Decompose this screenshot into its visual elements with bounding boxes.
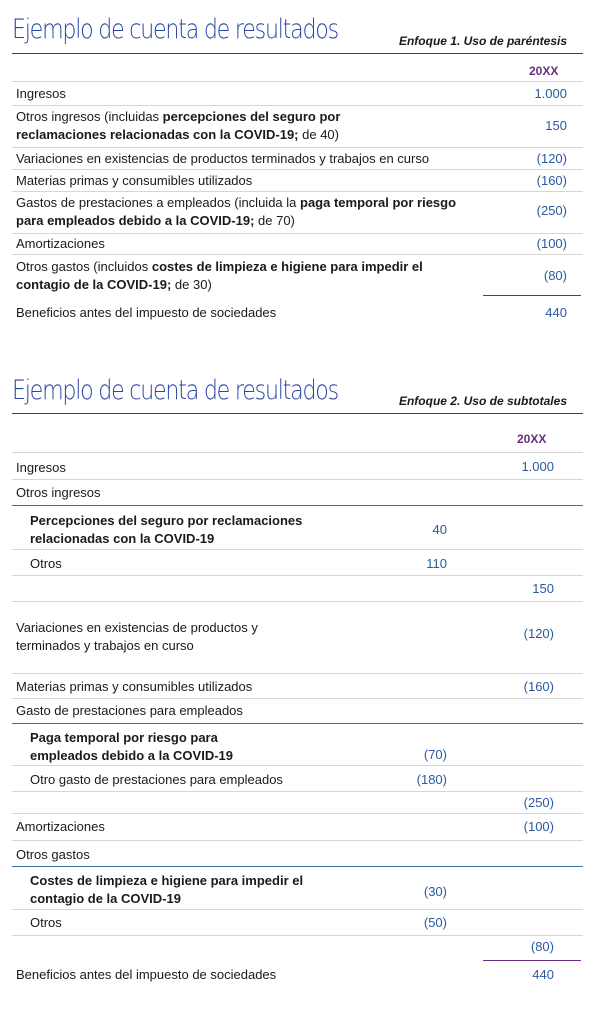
group-rule (12, 723, 583, 724)
s2-otros-gastos-label: Otros gastos (16, 847, 90, 862)
s2-materias-value: (160) (523, 679, 554, 694)
divider (12, 935, 583, 936)
s1-row-otros-gastos-value: (80) (543, 268, 567, 283)
total-rule (483, 960, 581, 961)
s1-row-amortizaciones-label: Amortizaciones (16, 236, 105, 251)
s2-otros-ingresos-total: 150 (532, 581, 554, 596)
divider (12, 452, 583, 453)
divider (12, 601, 583, 602)
s2-percepciones-value: 40 (432, 522, 447, 537)
section2-top-rule (12, 413, 583, 414)
divider (12, 765, 583, 766)
section2-title: Ejemplo de cuenta de resultados (12, 375, 338, 406)
divider (12, 191, 583, 192)
s1-row-variaciones-value: (120) (536, 151, 567, 166)
divider (12, 233, 583, 234)
s1-row-otros-gastos-label: Otros gastos (incluidos costes de limpieza e higiene para impedir el contagio de la COVID-19; de 30) (16, 259, 423, 292)
s2-otros-gastos-otros-value: (50) (423, 915, 447, 930)
s2-variaciones-value: (120) (523, 626, 554, 641)
section2-year-header: 20XX (517, 432, 547, 446)
divider (12, 840, 583, 841)
s2-otros-gastos-otros-label: Otros (30, 915, 62, 930)
s1-row-materias-value: (160) (536, 173, 567, 188)
divider (12, 169, 583, 170)
section2-approach: Enfoque 2. Uso de subtotales (398, 394, 567, 408)
s2-variaciones-label: Variaciones en existencias de productos y terminados y trabajos en curso (16, 620, 258, 653)
s2-percepciones-label: Percepciones del seguro por reclamaciones relacionadas con la COVID-19 (30, 513, 303, 546)
s1-row-amortizaciones-value: (100) (536, 236, 567, 251)
s2-paga-temporal-value: (70) (423, 747, 447, 762)
group-rule (12, 866, 583, 867)
section1-approach: Enfoque 1. Uso de paréntesis (398, 34, 567, 48)
divider (12, 813, 583, 814)
s1-row-gastos-prestaciones-value: (250) (536, 203, 567, 218)
s1-row-otros-ingresos-value: 150 (545, 118, 567, 133)
section1-title: Ejemplo de cuenta de resultados (12, 14, 338, 45)
s2-materias-label: Materias primas y consumibles utilizados (16, 679, 253, 694)
s2-costes-limpieza-value: (30) (423, 884, 447, 899)
divider (12, 147, 583, 148)
s1-row-materias-label: Materias primas y consumibles utilizados (16, 173, 253, 188)
s1-row-beneficios-value: 440 (545, 305, 567, 320)
s2-amortizaciones-label: Amortizaciones (16, 819, 105, 834)
divider (12, 549, 583, 550)
divider (12, 479, 583, 480)
s2-ingresos-value: 1.000 (521, 459, 554, 474)
s2-beneficios-value: 440 (532, 967, 554, 982)
s2-amortizaciones-value: (100) (523, 819, 554, 834)
s1-row-gastos-prestaciones-label: Gastos de prestaciones a empleados (incluida la paga temporal por riesgo para empleados debido a la COVID-19; de 70) (16, 195, 457, 228)
s2-gasto-prestaciones-label: Gasto de prestaciones para empleados (16, 703, 243, 718)
s2-ingresos-label: Ingresos (16, 460, 66, 475)
divider (12, 254, 583, 255)
divider (12, 575, 583, 576)
s2-otros-gastos-total: (80) (530, 939, 554, 954)
s1-row-beneficios-label: Beneficios antes del impuesto de sociedades (16, 305, 277, 320)
divider (12, 105, 583, 106)
divider (12, 909, 583, 910)
section1-top-rule (12, 53, 583, 54)
s2-otro-gasto-value: (180) (416, 772, 447, 787)
section1-year-header: 20XX (529, 64, 559, 78)
total-rule (483, 295, 581, 296)
divider (12, 791, 583, 792)
s2-beneficios-label: Beneficios antes del impuesto de sociedades (16, 967, 277, 982)
s1-row-variaciones-label: Variaciones en existencias de productos terminados y trabajos en curso (16, 151, 430, 166)
s2-otros-ingresos-otros-value: 110 (426, 556, 447, 571)
s2-otros-ingresos-otros-label: Otros (30, 556, 62, 571)
divider (12, 81, 583, 82)
s2-otro-gasto-label: Otro gasto de prestaciones para empleados (30, 772, 283, 787)
s2-otros-ingresos-label: Otros ingresos (16, 485, 101, 500)
s1-row-otros-ingresos-label: Otros ingresos (incluidas percepciones del seguro por reclamaciones relacionadas con la COVID-19; de 40) (16, 109, 341, 142)
s2-gasto-prestaciones-total: (250) (523, 795, 554, 810)
divider (12, 673, 583, 674)
s2-paga-temporal-label: Paga temporal por riesgo para empleados debido a la COVID-19 (30, 730, 233, 763)
s1-row-ingresos-label: Ingresos (16, 86, 66, 101)
s1-row-ingresos-value: 1.000 (534, 86, 567, 101)
divider (12, 698, 583, 699)
group-rule (12, 505, 583, 506)
s2-costes-limpieza-label: Costes de limpieza e higiene para impedir el contagio de la COVID-19 (30, 873, 304, 906)
